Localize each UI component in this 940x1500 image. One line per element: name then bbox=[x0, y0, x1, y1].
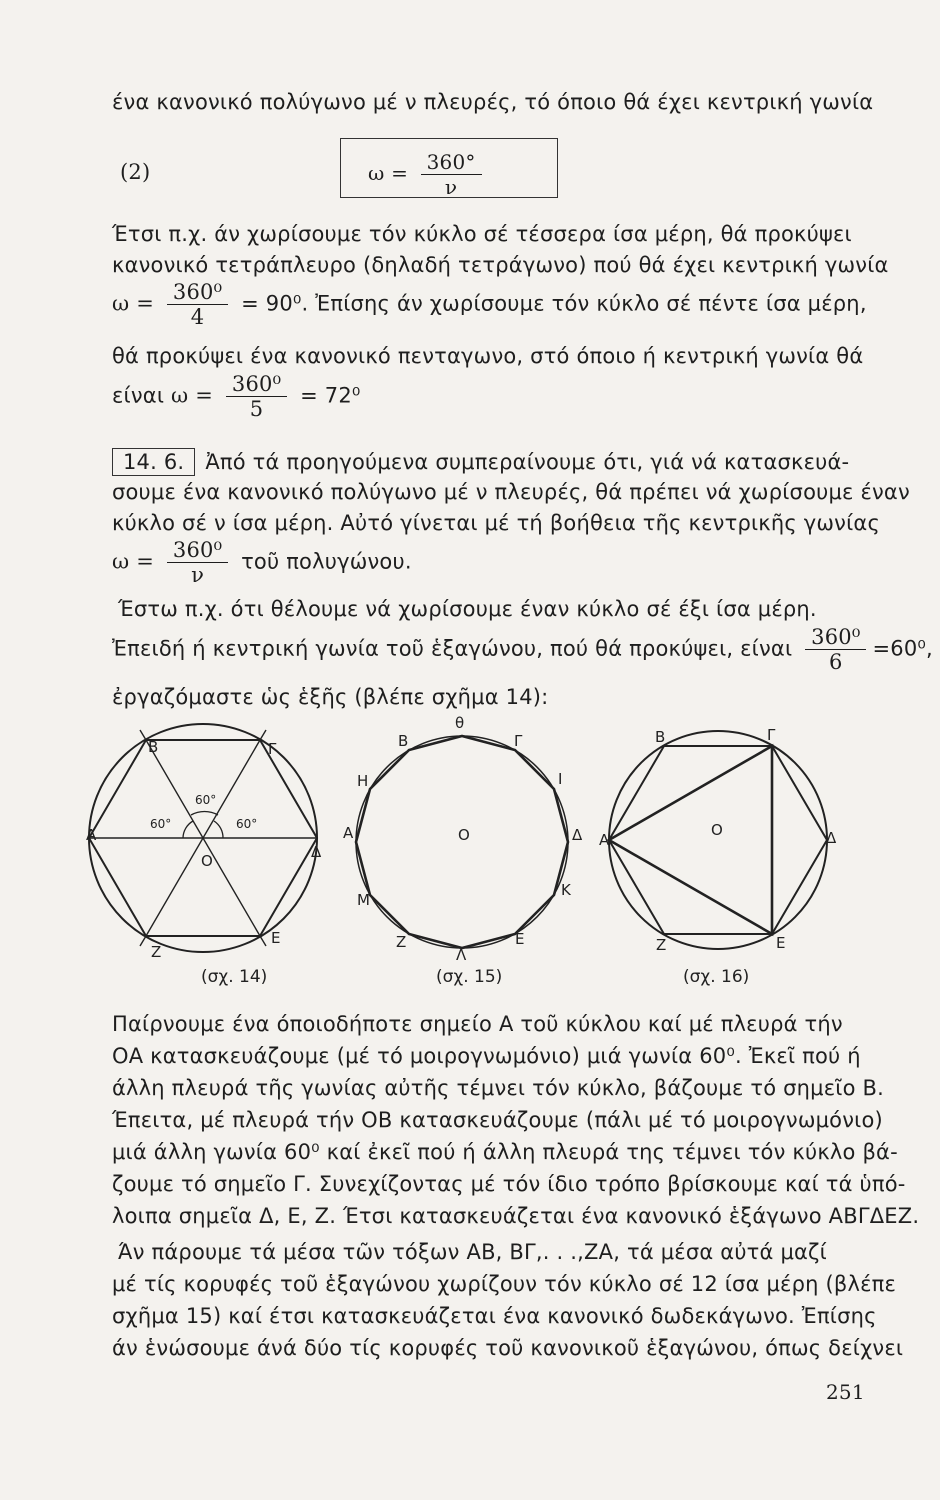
text-line: άν ἑνώσουμε άνά δύο τίς κορυφές τοῦ κανονικοῦ ἑξαγώνου, όπως δείχνει bbox=[112, 1336, 904, 1360]
formula-numerator: 360° bbox=[421, 150, 482, 175]
figures-panel bbox=[0, 710, 940, 1010]
formula-denominator: 6 bbox=[829, 650, 843, 674]
text-run: τά μέσα αὐτά μαζί bbox=[626, 1240, 827, 1264]
text-run: Ἐπειδή ή κεντρική γωνία τοῦ ἑξαγώνου, πού θά προκύψει, είναι bbox=[112, 636, 793, 661]
fig14-label-A: Α bbox=[86, 826, 97, 844]
text-line: Έστω π.χ. ότι θέλουμε νά χωρίσουμε έναν κύκλο σέ έξι ίσα μέρη. bbox=[118, 597, 817, 621]
text-line: σουμε ένα κανονικό πολύγωνο μέ ν πλευρές, θά πρέπει νά χωρίσουμε έναν bbox=[112, 480, 910, 504]
fig16-circle bbox=[609, 731, 827, 949]
fig14-label-Z: Ζ bbox=[151, 943, 162, 961]
text-run: =60⁰, bbox=[872, 636, 933, 661]
section-line bbox=[112, 448, 849, 476]
fig16-label-O: Ο bbox=[711, 821, 723, 839]
text-line: θά προκύψει ένα κανονικό πενταγωνο, στό όποιο ή κεντρική γωνία θά bbox=[112, 344, 864, 368]
text-run: τοῦ πολυγώνου. bbox=[241, 549, 412, 574]
text-line bbox=[118, 1240, 827, 1264]
text-line: σχῆμα 15) καί έτσι κατασκευάζεται ένα κανονικό δωδεκάγωνο. Ἐπίσης bbox=[112, 1304, 877, 1328]
fig14-angle-label: 60° bbox=[150, 817, 172, 831]
text-run: Ἀπό τά προηγούμενα συμπεραίνουμε ότι, γιά νά κατασκευά- bbox=[205, 450, 850, 474]
fig14-label-D: Δ bbox=[311, 843, 322, 861]
figure-16 bbox=[609, 731, 827, 949]
fig14-label-E: Ε bbox=[271, 929, 281, 947]
text-line: άλλη πλευρά τῆς γωνίας αὐτῆς τέμνει τόν κύκλο, βάζουμε τό σημεῖο Β. bbox=[112, 1076, 885, 1100]
fig16-label-E: Ε bbox=[776, 934, 786, 952]
arc-notation: ΑΒ, ΒΓ,. . .,ΖΑ, bbox=[466, 1240, 621, 1264]
fig14-angle-label: 60° bbox=[195, 793, 217, 807]
text-line: μιά άλλη γωνία 60⁰ καί ἐκεῖ πού ή άλλη πλευρά της τέμνει τόν κύκλο βά- bbox=[112, 1140, 898, 1164]
text-line: Έπειτα, μέ πλευρά τήν ΟΒ κατασκευάζουμε (πάλι μέ τό μοιρογνωμόνιο) bbox=[112, 1108, 883, 1132]
fig15-label-Z: Ζ bbox=[396, 933, 407, 951]
text-line: ἐργαζόμαστε ὡς ἑξῆς (βλέπε σχῆμα 14): bbox=[112, 685, 549, 709]
fig14-label-B: Β bbox=[148, 738, 159, 756]
text-line-formula bbox=[112, 280, 867, 329]
equation-label: (2) bbox=[120, 160, 151, 184]
formula-lhs: ω = bbox=[368, 161, 409, 185]
formula-numerator: 360⁰ bbox=[167, 538, 228, 563]
fig15-label-I: Ι bbox=[558, 770, 563, 788]
text-line-formula bbox=[112, 538, 412, 587]
fig16-label-A: Α bbox=[599, 831, 610, 849]
text-line-formula bbox=[112, 372, 361, 421]
figure-14 bbox=[89, 724, 317, 952]
fig16-hexagon bbox=[609, 746, 827, 934]
fig15-caption: (σχ. 15) bbox=[436, 967, 503, 987]
fig15-label-G: Γ bbox=[514, 732, 523, 750]
fig15-label-H: Η bbox=[357, 772, 369, 790]
formula-lhs: ω = bbox=[171, 383, 214, 408]
section-number: 14. 6. bbox=[112, 448, 195, 476]
formula-denominator: ν bbox=[444, 175, 458, 199]
fig14-label-O: Ο bbox=[201, 852, 213, 870]
text-run: είναι bbox=[112, 383, 165, 408]
fig15-label-O: Ο bbox=[458, 826, 470, 844]
text-line: κανονικό τετράπλευρο (δηλαδή τετράγωνο) πού θά έχει κεντρική γωνία bbox=[112, 253, 889, 277]
formula-denominator: 5 bbox=[249, 397, 264, 421]
text-line: κύκλο σέ ν ίσα μέρη. Αὐτό γίνεται μέ τή βοήθεια τῆς κεντρικῆς γωνίας bbox=[112, 511, 880, 535]
formula-numerator: 360⁰ bbox=[805, 625, 866, 650]
formula-denominator: 4 bbox=[190, 305, 205, 329]
formula-central-angle bbox=[368, 150, 488, 199]
fig15-label-L: Λ bbox=[456, 946, 467, 964]
text-line: Έτσι π.χ. άν χωρίσουμε τόν κύκλο σέ τέσσερα ίσα μέρη, θά προκύψει bbox=[112, 222, 852, 246]
text-line-formula bbox=[112, 625, 933, 674]
fig16-caption: (σχ. 16) bbox=[683, 967, 750, 987]
text-line: ΟΑ κατασκευάζουμε (μέ τό μοιρογνωμόνιο) μιά γωνία 60⁰. Ἐκεῖ πού ή bbox=[112, 1044, 861, 1068]
fig16-label-G: Γ bbox=[767, 726, 776, 744]
fig15-label-E: Ε bbox=[515, 930, 525, 948]
page-number: 251 bbox=[826, 1380, 865, 1404]
fig14-angle-label: 60° bbox=[236, 817, 258, 831]
text-run: = 72⁰ bbox=[300, 383, 361, 408]
formula-lhs: ω = bbox=[112, 291, 154, 316]
formula-numerator: 360⁰ bbox=[226, 372, 287, 397]
fig15-label-B: Β bbox=[398, 732, 409, 750]
text-line: ένα κανονικό πολύγωνο μέ ν πλευρές, τό όποιο θά έχει κεντρική γωνία bbox=[112, 90, 874, 114]
text-run: Άν πάρουμε τά μέσα τῶν τόξων bbox=[118, 1240, 460, 1264]
text-line: μέ τίς κορυφές τοῦ ἑξαγώνου χωρίζουν τόν κύκλο σέ 12 ίσα μέρη (βλέπε bbox=[112, 1272, 897, 1296]
formula-lhs: ω = bbox=[112, 549, 154, 574]
fig14-label-G: Γ bbox=[268, 740, 277, 758]
fig15-label-theta: θ bbox=[455, 714, 465, 732]
formula-numerator: 360⁰ bbox=[167, 280, 228, 305]
fig16-label-Z: Ζ bbox=[656, 936, 667, 954]
fig16-triangle bbox=[609, 746, 772, 934]
fig15-label-K: Κ bbox=[561, 881, 571, 899]
text-line: Παίρνουμε ένα όποιοδήποτε σημείο Α τοῦ κύκλου καί μέ πλευρά τήν bbox=[112, 1012, 843, 1036]
fig16-label-D: Δ bbox=[826, 829, 837, 847]
fig16-label-B: Β bbox=[655, 728, 666, 746]
fig14-caption: (σχ. 14) bbox=[201, 967, 268, 987]
fig15-label-M: Μ bbox=[357, 891, 370, 909]
text-run: = 90⁰. Ἐπίσης άν χωρίσουμε τόν κύκλο σέ πέντε ίσα μέρη, bbox=[241, 291, 867, 316]
text-line: ζουμε τό σημεῖο Γ. Συνεχίζοντας μέ τόν ίδιο τρόπο βρίσκουμε καί τά ὑπό- bbox=[112, 1172, 906, 1196]
fig15-label-A: Α bbox=[343, 824, 354, 842]
fig15-label-D: Δ bbox=[572, 826, 583, 844]
formula-denominator: ν bbox=[191, 563, 205, 587]
text-line: λοιπα σημεῖα Δ, Ε, Ζ. Έτσι κατασκευάζεται ένα κανονικό ἑξάγωνο ΑΒΓΔΕΖ. bbox=[112, 1204, 920, 1228]
